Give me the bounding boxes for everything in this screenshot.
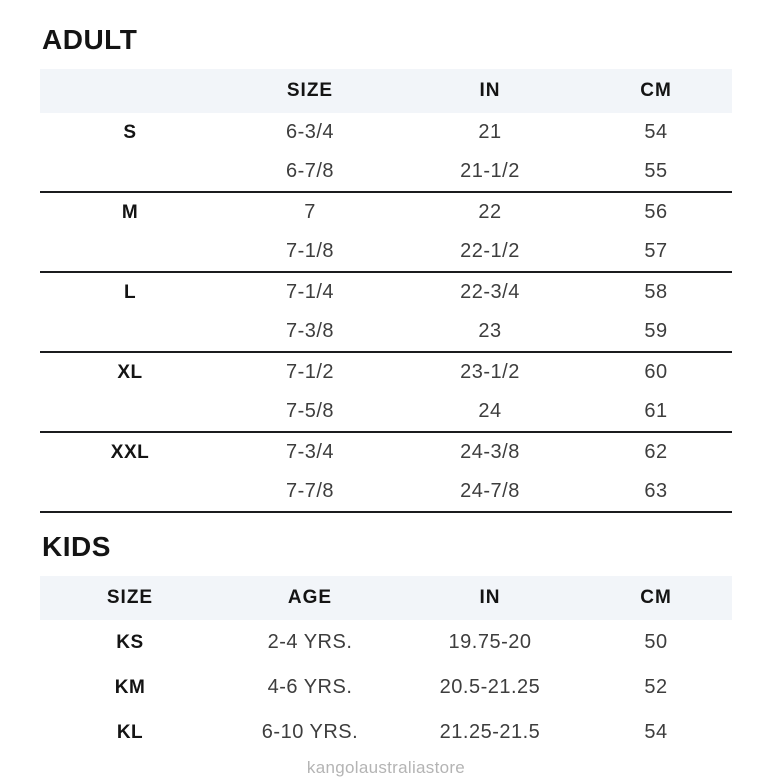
cm-value-cell: 56 (644, 201, 668, 223)
in-value-cell: 21 (478, 121, 502, 143)
size-label-cell: L (123, 281, 137, 303)
size-value-cell: 7-7/8 (285, 480, 335, 502)
cm-value-cell: 63 (644, 480, 668, 502)
kids-table-header-row (40, 576, 732, 620)
in-value-cell: 21-1/2 (460, 160, 520, 182)
size-label-cell: M (121, 201, 139, 223)
adult-group-l (40, 273, 732, 353)
table-row (40, 620, 732, 665)
cm-value-cell: 58 (644, 281, 668, 303)
size-label-cell: KL (116, 721, 144, 743)
size-value-cell: 7-1/4 (285, 281, 335, 303)
cm-value-cell: 62 (644, 441, 668, 463)
in-value-cell: 24-3/8 (460, 441, 520, 463)
in-value-cell: 22 (478, 201, 502, 223)
age-value-cell: 6-10 YRS. (261, 721, 359, 743)
table-row (40, 113, 732, 152)
cm-value-cell: 52 (644, 676, 668, 698)
size-value-cell: 7-1/8 (285, 240, 335, 262)
table-row (40, 312, 732, 351)
size-label-cell: KM (114, 676, 146, 698)
adult-header-cm: CM (640, 80, 672, 101)
adult-header-in: IN (479, 80, 501, 101)
size-value-cell: 7-3/8 (285, 320, 335, 342)
adult-table-header-row (40, 69, 732, 113)
table-row (40, 433, 732, 472)
in-value-cell: 24 (478, 400, 502, 422)
age-value-cell: 4-6 YRS. (267, 676, 353, 698)
in-value-cell: 23 (478, 320, 502, 342)
in-value-cell: 22-1/2 (460, 240, 520, 262)
table-row (40, 353, 732, 392)
size-value-cell: 7-1/2 (285, 361, 335, 383)
in-value-cell: 19.75-20 (448, 631, 532, 653)
table-row (40, 665, 732, 710)
table-row (40, 152, 732, 191)
in-value-cell: 23-1/2 (460, 361, 520, 383)
size-label-cell: XXL (110, 441, 150, 463)
cm-value-cell: 60 (644, 361, 668, 383)
in-value-cell: 22-3/4 (460, 281, 520, 303)
table-row (40, 392, 732, 431)
size-value-cell: 7-5/8 (285, 400, 335, 422)
table-row (40, 232, 732, 271)
size-label-cell: S (123, 121, 137, 143)
kids-size-table (40, 576, 732, 755)
size-value-cell: 7 (304, 201, 316, 223)
cm-value-cell: 50 (644, 631, 668, 653)
table-row (40, 710, 732, 755)
adult-group-xl (40, 353, 732, 433)
size-label-cell: XL (117, 361, 143, 383)
cm-value-cell: 59 (644, 320, 668, 342)
table-row (40, 472, 732, 511)
kids-header-cm: CM (640, 587, 672, 608)
in-value-cell: 21.25-21.5 (439, 721, 541, 743)
adult-group-xxl (40, 433, 732, 513)
in-value-cell: 24-7/8 (460, 480, 520, 502)
kids-header-age: AGE (287, 587, 333, 608)
kids-section-heading: KIDS (42, 531, 111, 562)
adult-section-heading: ADULT (42, 24, 138, 55)
kids-header-size: SIZE (106, 587, 154, 608)
size-value-cell: 6-3/4 (285, 121, 335, 143)
size-label-cell: KS (116, 631, 144, 653)
table-row (40, 193, 732, 232)
adult-group-s (40, 113, 732, 193)
cm-value-cell: 57 (644, 240, 668, 262)
store-watermark: kangolaustraliastore (306, 758, 466, 777)
table-row (40, 273, 732, 312)
adult-group-m (40, 193, 732, 273)
size-value-cell: 6-7/8 (285, 160, 335, 182)
age-value-cell: 2-4 YRS. (267, 631, 353, 653)
in-value-cell: 20.5-21.25 (439, 676, 541, 698)
cm-value-cell: 54 (644, 121, 668, 143)
kids-header-in: IN (479, 587, 501, 608)
cm-value-cell: 61 (644, 400, 668, 422)
adult-size-table (40, 69, 732, 513)
size-value-cell: 7-3/4 (285, 441, 335, 463)
cm-value-cell: 55 (644, 160, 668, 182)
cm-value-cell: 54 (644, 721, 668, 743)
adult-header-size: SIZE (286, 80, 334, 101)
